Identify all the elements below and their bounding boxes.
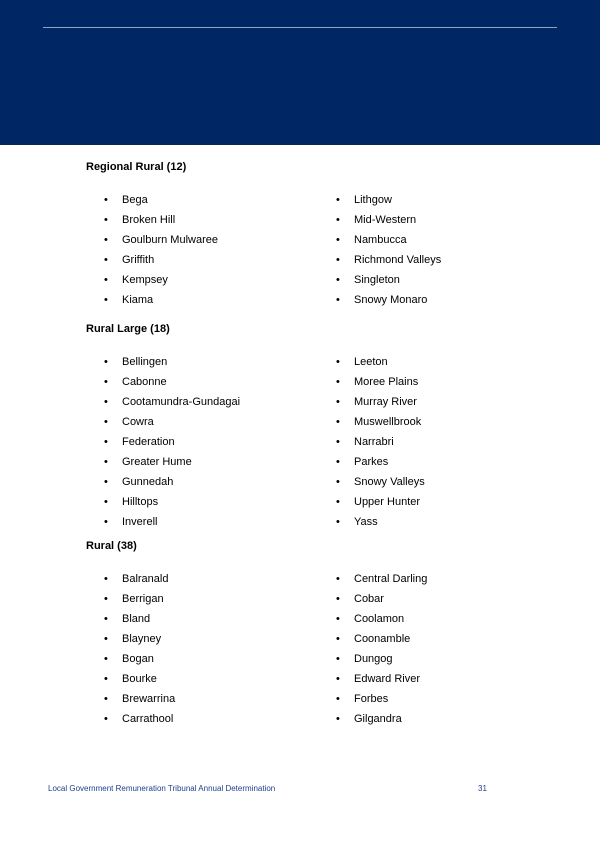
list-item-label: Cootamundra-Gundagai	[122, 396, 241, 408]
list-item	[104, 455, 192, 469]
list-item-label: Nambucca	[354, 234, 407, 246]
bullet-icon: •	[336, 356, 340, 368]
list-item-label: Coolamon	[354, 613, 405, 625]
list-item-label: Gilgandra	[354, 713, 402, 725]
list-item	[104, 253, 155, 267]
footer-title: Local Government Remuneration Tribunal Annual Determination	[48, 784, 276, 793]
bullet-icon: •	[336, 693, 340, 705]
list-item-label: Blayney	[122, 633, 162, 645]
bullet-icon: •	[336, 713, 340, 725]
bullet-icon: •	[104, 396, 108, 408]
bullet-icon: •	[336, 593, 340, 605]
list-item-label: Yass	[354, 516, 378, 528]
list-item-label: Broken Hill	[122, 214, 176, 226]
list-item-label: Cobar	[354, 593, 384, 605]
list-item	[336, 213, 417, 227]
list-item-label: Mid-Western	[354, 214, 417, 226]
list-item	[104, 515, 158, 529]
bullet-icon: •	[336, 396, 340, 408]
list-item	[104, 273, 168, 287]
list-item-label: Central Darling	[354, 573, 428, 585]
list-item-label: Gunnedah	[122, 476, 174, 488]
bullet-icon: •	[104, 573, 108, 585]
list-item-label: Coonamble	[354, 633, 411, 645]
list-item-label: Murray River	[354, 396, 417, 408]
bullet-icon: •	[336, 436, 340, 448]
bullet-icon: •	[336, 234, 340, 246]
bullet-icon: •	[104, 653, 108, 665]
bullet-icon: •	[104, 194, 108, 206]
list-item	[104, 672, 157, 686]
bullet-icon: •	[336, 376, 340, 388]
bullet-icon: •	[336, 456, 340, 468]
list-item-label: Moree Plains	[354, 376, 419, 388]
bullet-icon: •	[336, 476, 340, 488]
bullet-icon: •	[104, 456, 108, 468]
list-item-label: Carrathool	[122, 713, 174, 725]
list-item	[104, 632, 162, 646]
bullet-icon: •	[104, 436, 108, 448]
bullet-icon: •	[336, 653, 340, 665]
list-item-label: Edward River	[354, 673, 421, 685]
bullet-icon: •	[104, 593, 108, 605]
list-item	[336, 455, 389, 469]
list-item	[336, 395, 417, 409]
bullet-icon: •	[104, 476, 108, 488]
list-item	[336, 415, 422, 429]
bullet-icon: •	[336, 516, 340, 528]
bullet-icon: •	[104, 613, 108, 625]
bullet-icon: •	[336, 254, 340, 266]
bullet-icon: •	[104, 294, 108, 306]
list-item-label: Cabonne	[122, 376, 167, 388]
bullet-icon: •	[336, 573, 340, 585]
list-item	[104, 592, 164, 606]
list-item-label: Balranald	[122, 573, 169, 585]
list-item-label: Griffith	[122, 254, 155, 266]
list-item-label: Narrabri	[354, 436, 394, 448]
list-item-label: Federation	[122, 436, 175, 448]
list-item	[104, 415, 154, 429]
list-item	[104, 435, 175, 449]
list-item-label: Cowra	[122, 416, 154, 428]
list-item	[104, 193, 148, 207]
list-item	[336, 193, 392, 207]
bullet-icon: •	[336, 294, 340, 306]
list-item	[104, 293, 154, 307]
list-item	[336, 233, 407, 247]
list-item-label: Lithgow	[354, 194, 392, 206]
list-item-label: Muswellbrook	[354, 416, 422, 428]
list-item-label: Brewarrina	[122, 693, 176, 705]
list-item-label: Berrigan	[122, 593, 164, 605]
bullet-icon: •	[336, 673, 340, 685]
section-title: Rural Large (18)	[86, 323, 170, 335]
list-item-label: Greater Hume	[122, 456, 192, 468]
page-number: 31	[478, 784, 487, 793]
bullet-icon: •	[104, 214, 108, 226]
list-item	[336, 253, 442, 267]
bullet-icon: •	[104, 234, 108, 246]
list-item	[336, 592, 384, 606]
list-item-label: Bland	[122, 613, 151, 625]
list-item-label: Leeton	[354, 356, 388, 368]
list-item-label: Kempsey	[122, 274, 168, 286]
list-item-label: Parkes	[354, 456, 389, 468]
list-item	[104, 355, 168, 369]
header-rule	[43, 27, 557, 28]
list-item	[336, 692, 389, 706]
bullet-icon: •	[104, 496, 108, 508]
list-item-label: Goulburn Mulwaree	[122, 234, 218, 246]
list-item	[104, 712, 174, 726]
bullet-icon: •	[104, 416, 108, 428]
bullet-icon: •	[104, 376, 108, 388]
bullet-icon: •	[336, 613, 340, 625]
list-item-label: Bourke	[122, 673, 157, 685]
list-item	[336, 612, 405, 626]
bullet-icon: •	[104, 356, 108, 368]
list-item	[104, 612, 151, 626]
bullet-icon: •	[104, 713, 108, 725]
section-title: Regional Rural (12)	[86, 161, 187, 173]
list-item-label: Richmond Valleys	[354, 254, 442, 266]
list-item-label: Upper Hunter	[354, 496, 421, 508]
list-item	[104, 692, 176, 706]
list-item	[336, 273, 400, 287]
list-item-label: Kiama	[122, 294, 154, 306]
list-item	[336, 355, 388, 369]
list-item	[336, 672, 421, 686]
list-item-label: Snowy Monaro	[354, 294, 428, 306]
list-item-label: Dungog	[354, 653, 393, 665]
list-item	[104, 213, 176, 227]
bullet-icon: •	[104, 693, 108, 705]
list-item	[336, 632, 411, 646]
bullet-icon: •	[336, 416, 340, 428]
bullet-icon: •	[104, 633, 108, 645]
list-item	[336, 515, 378, 529]
bullet-icon: •	[104, 274, 108, 286]
list-item	[104, 652, 154, 666]
list-item	[104, 395, 241, 409]
list-item	[336, 712, 402, 726]
header-band	[0, 0, 600, 145]
list-item	[104, 572, 169, 586]
bullet-icon: •	[104, 673, 108, 685]
bullet-icon: •	[104, 254, 108, 266]
list-item-label: Bellingen	[122, 356, 168, 368]
list-item-label: Hilltops	[122, 496, 159, 508]
list-item	[104, 495, 159, 509]
bullet-icon: •	[336, 496, 340, 508]
bullet-icon: •	[336, 194, 340, 206]
list-item	[336, 652, 393, 666]
list-item	[336, 435, 394, 449]
bullet-icon: •	[336, 274, 340, 286]
list-item-label: Bega	[122, 194, 148, 206]
bullet-icon: •	[336, 214, 340, 226]
list-item	[336, 293, 428, 307]
bullet-icon: •	[336, 633, 340, 645]
list-item	[336, 495, 421, 509]
list-item-label: Inverell	[122, 516, 158, 528]
list-item	[336, 375, 419, 389]
list-item-label: Forbes	[354, 693, 389, 705]
section-title: Rural (38)	[86, 540, 137, 552]
list-item-label: Bogan	[122, 653, 154, 665]
list-item	[336, 572, 428, 586]
list-item	[336, 475, 425, 489]
list-item	[104, 233, 218, 247]
list-item	[104, 475, 174, 489]
list-item	[104, 375, 167, 389]
list-item-label: Singleton	[354, 274, 400, 286]
list-item-label: Snowy Valleys	[354, 476, 425, 488]
bullet-icon: •	[104, 516, 108, 528]
